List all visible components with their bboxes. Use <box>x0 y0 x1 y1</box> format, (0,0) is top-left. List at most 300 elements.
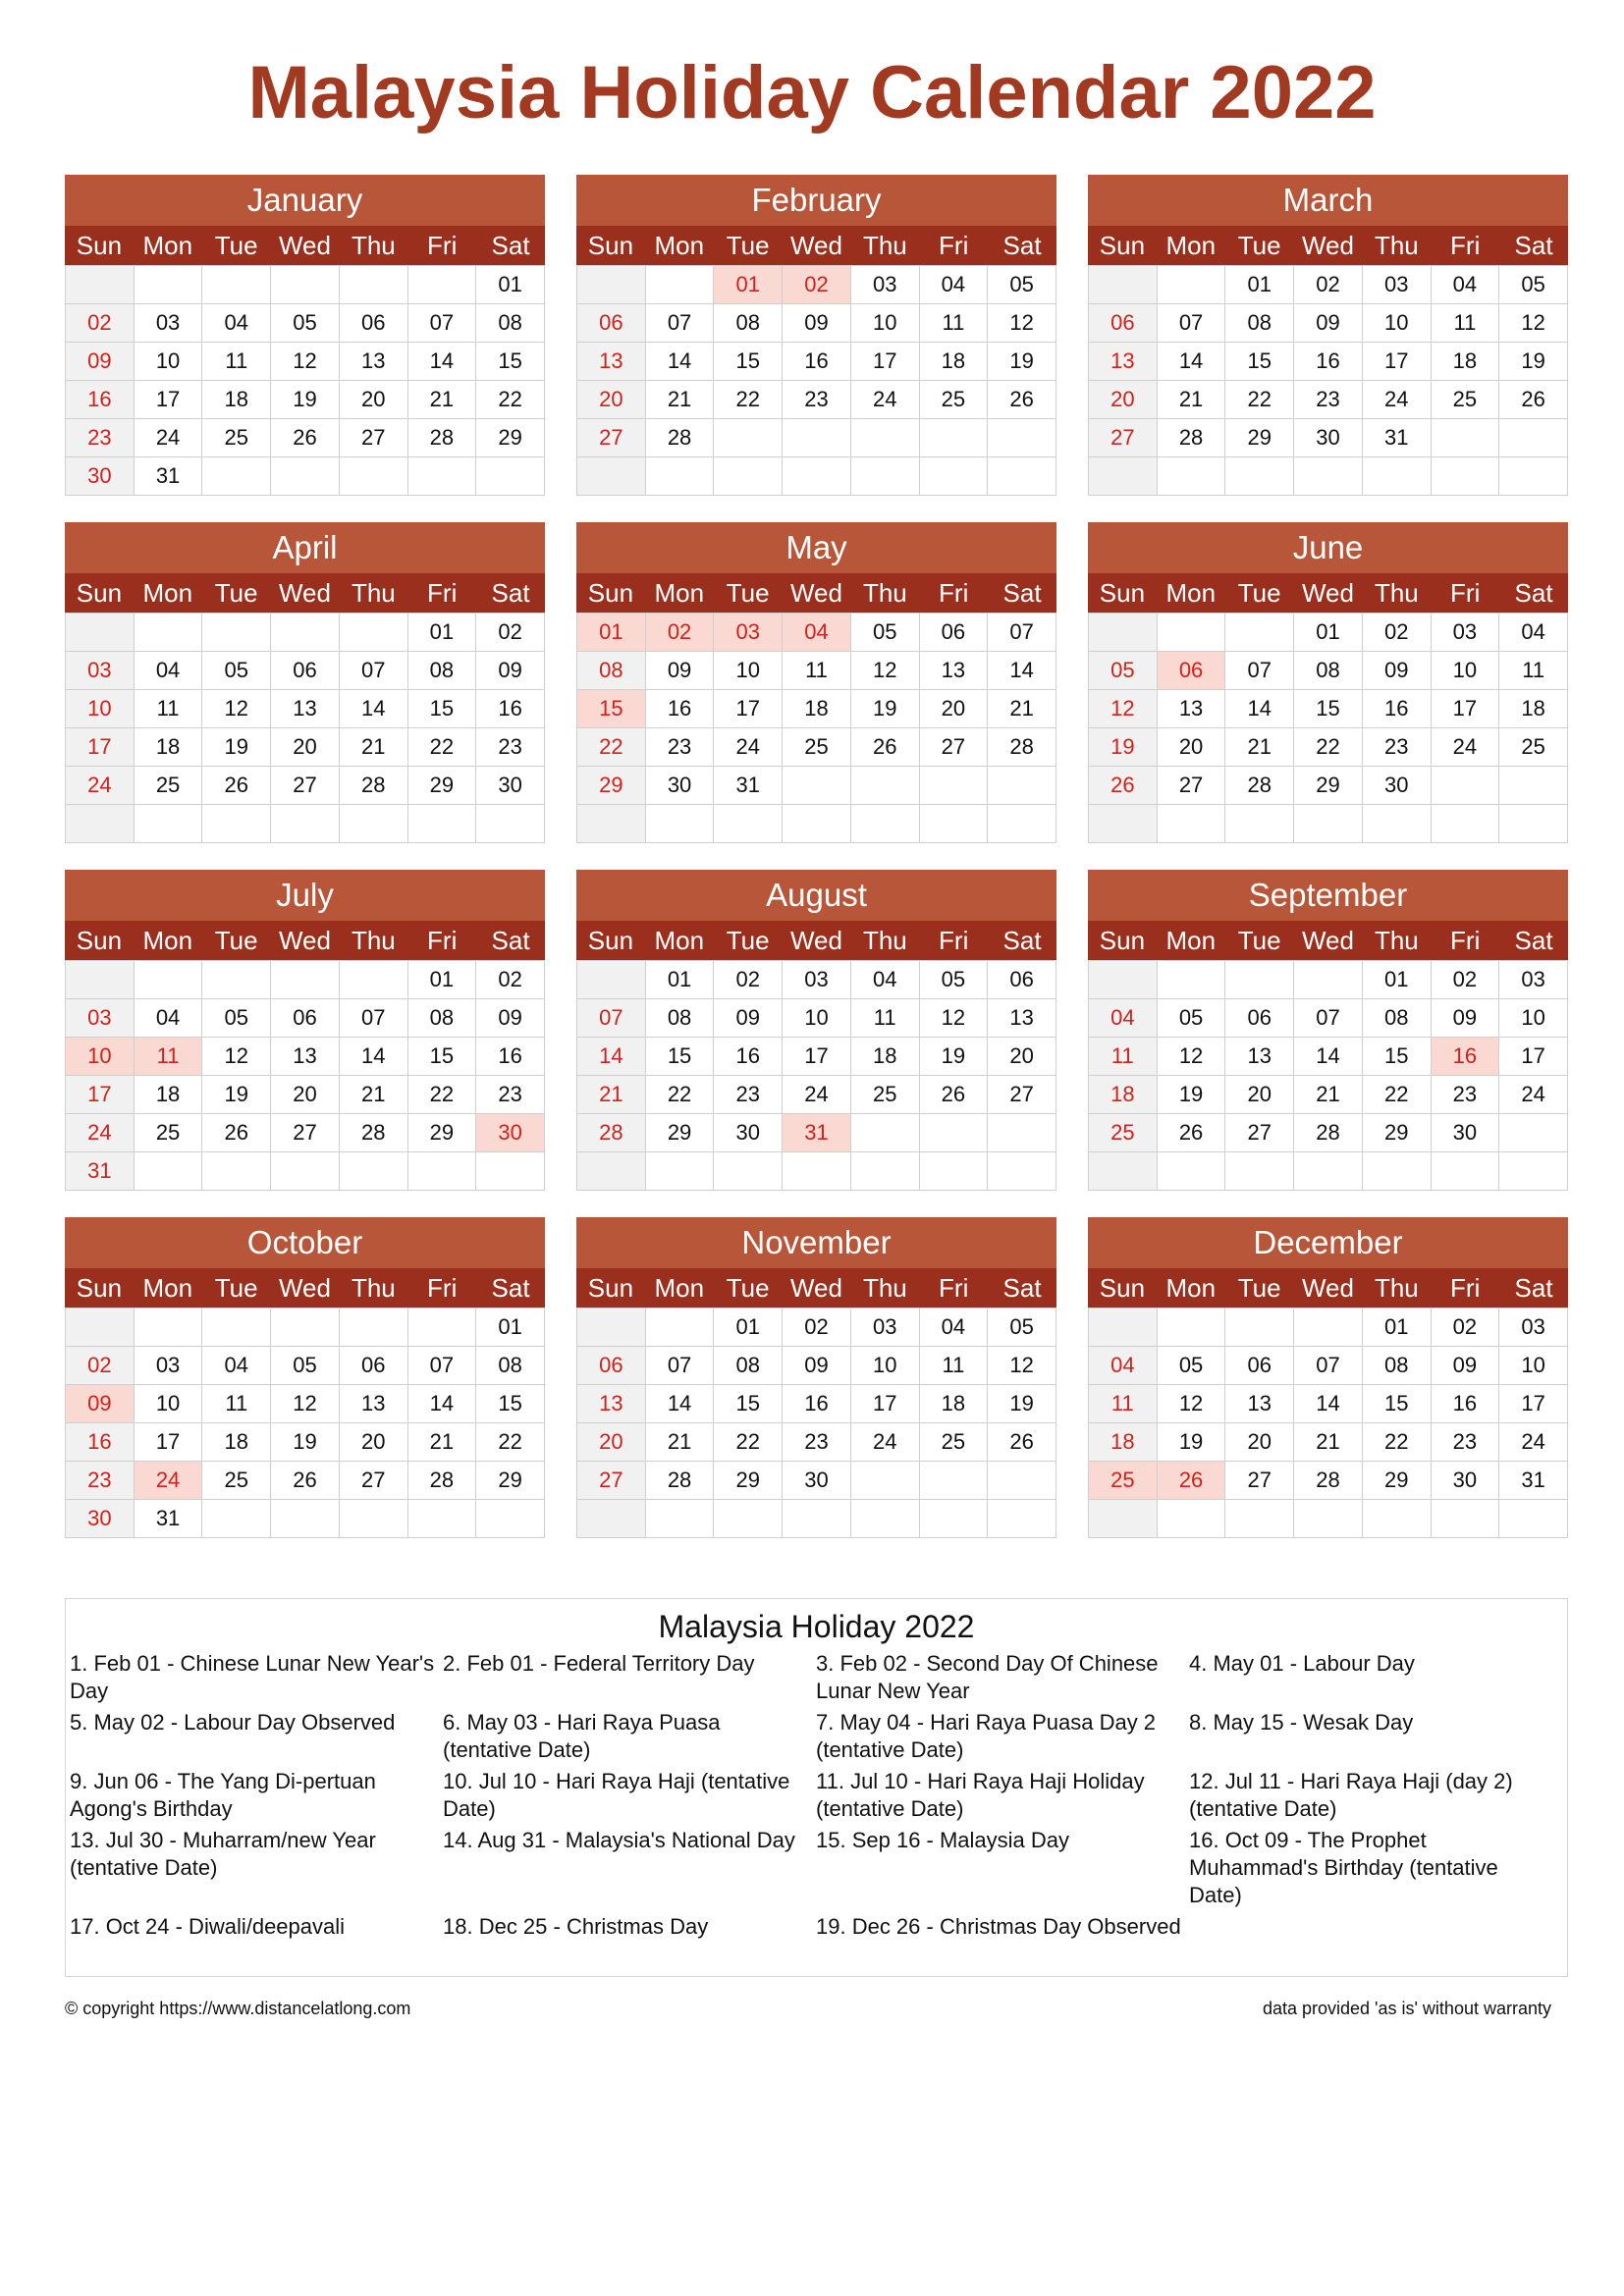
day-cell: 20 <box>920 690 989 728</box>
month-calendar <box>1088 175 1568 496</box>
month-calendar <box>1088 1217 1568 1538</box>
day-cell: 01 <box>408 614 477 652</box>
empty-day-cell <box>1225 1308 1294 1347</box>
day-cell: 20 <box>1089 381 1158 419</box>
empty-day-cell <box>1499 1114 1568 1152</box>
day-cell: 10 <box>783 999 851 1038</box>
day-cell: 08 <box>408 652 477 690</box>
empty-day-cell <box>1158 1308 1226 1347</box>
month-name: April <box>65 522 545 573</box>
day-cell: 01 <box>646 961 715 999</box>
day-cell: 20 <box>271 1076 340 1114</box>
day-cell: 31 <box>135 1500 203 1538</box>
empty-day-cell <box>1225 961 1294 999</box>
weekday-label: Mon <box>654 1273 705 1303</box>
empty-day-cell <box>340 805 408 843</box>
empty-day-cell <box>851 767 920 805</box>
day-cell: 25 <box>1089 1462 1158 1500</box>
empty-day-cell <box>577 266 646 304</box>
day-cell: 15 <box>476 1385 545 1423</box>
day-cell: 18 <box>783 690 851 728</box>
day-cell: 29 <box>1363 1114 1432 1152</box>
holiday-item: 9. Jun 06 - The Yang Di-pertuan Agong's Birthday <box>70 1769 376 1821</box>
day-cell: 16 <box>476 690 545 728</box>
day-cell: 23 <box>1432 1423 1500 1462</box>
day-cell: 12 <box>920 999 989 1038</box>
copyright-text: © copyright https://www.distancelatlong.com <box>65 1999 411 2018</box>
day-cell: 28 <box>646 419 715 457</box>
weekday-label: Sun <box>587 231 634 260</box>
day-cell: 04 <box>920 1308 989 1347</box>
day-cell: 25 <box>920 1423 989 1462</box>
empty-day-cell <box>1363 1500 1432 1538</box>
day-cell: 31 <box>1499 1462 1568 1500</box>
day-cell: 20 <box>577 381 646 419</box>
day-grid <box>576 613 1056 843</box>
weekday-label: Wed <box>1301 578 1354 608</box>
weekday-label: Sun <box>1099 231 1146 260</box>
day-cell: 26 <box>1158 1114 1226 1152</box>
day-cell: 19 <box>202 1076 271 1114</box>
day-cell: 18 <box>135 1076 203 1114</box>
empty-day-cell <box>783 1500 851 1538</box>
empty-day-cell <box>340 961 408 999</box>
empty-day-cell <box>783 805 851 843</box>
weekday-label: Sat <box>491 231 530 260</box>
day-cell: 20 <box>340 381 408 419</box>
day-cell: 23 <box>476 728 545 767</box>
day-grid <box>1088 265 1568 496</box>
day-cell: 01 <box>476 1308 545 1347</box>
day-grid <box>576 265 1056 496</box>
empty-day-cell <box>1432 805 1500 843</box>
empty-day-cell <box>1089 614 1158 652</box>
empty-day-cell <box>783 457 851 496</box>
day-cell: 04 <box>202 304 271 343</box>
weekday-label: Sat <box>491 1273 530 1303</box>
weekday-label: Sat <box>491 578 530 608</box>
holiday-item: 2. Feb 01 - Federal Territory Day <box>443 1651 755 1676</box>
holiday-item: 3. Feb 02 - Second Day Of Chinese Lunar New Year <box>816 1651 1159 1703</box>
day-cell: 22 <box>646 1076 715 1114</box>
empty-day-cell <box>851 1114 920 1152</box>
empty-day-cell <box>340 1308 408 1347</box>
empty-day-cell <box>920 1462 989 1500</box>
day-cell: 13 <box>988 999 1056 1038</box>
day-cell: 25 <box>1499 728 1568 767</box>
empty-day-cell <box>851 1152 920 1191</box>
day-cell: 17 <box>1499 1385 1568 1423</box>
day-cell: 08 <box>1225 304 1294 343</box>
day-cell: 09 <box>1363 652 1432 690</box>
day-cell: 08 <box>714 1347 783 1385</box>
empty-day-cell <box>1089 1308 1158 1347</box>
empty-day-cell <box>1158 805 1226 843</box>
empty-day-cell <box>920 1500 989 1538</box>
weekday-label: Fri <box>427 1273 458 1303</box>
day-cell: 01 <box>476 266 545 304</box>
day-cell: 23 <box>476 1076 545 1114</box>
empty-day-cell <box>66 266 135 304</box>
day-cell: 02 <box>1294 266 1363 304</box>
day-cell: 19 <box>1499 343 1568 381</box>
day-cell: 04 <box>202 1347 271 1385</box>
weekday-label: Thu <box>351 1273 396 1303</box>
day-cell: 10 <box>66 690 135 728</box>
day-cell: 05 <box>851 614 920 652</box>
day-cell: 16 <box>1294 343 1363 381</box>
day-cell: 09 <box>476 999 545 1038</box>
weekday-label: Thu <box>862 231 907 260</box>
day-cell: 13 <box>1089 343 1158 381</box>
day-cell: 28 <box>408 419 477 457</box>
holiday-item: 8. May 15 - Wesak Day <box>1189 1710 1414 1735</box>
holiday-item: 18. Dec 25 - Christmas Day <box>443 1914 709 1939</box>
weekday-label: Wed <box>789 1273 842 1303</box>
empty-day-cell <box>851 1462 920 1500</box>
day-cell: 03 <box>135 1347 203 1385</box>
day-cell: 23 <box>1363 728 1432 767</box>
holiday-list-title: Malaysia Holiday 2022 <box>658 1609 975 1644</box>
day-cell: 23 <box>1432 1076 1500 1114</box>
day-cell: 06 <box>271 999 340 1038</box>
weekday-label: Wed <box>1301 231 1354 260</box>
empty-day-cell <box>408 1152 477 1191</box>
empty-day-cell <box>202 1152 271 1191</box>
day-cell: 01 <box>408 961 477 999</box>
day-cell: 12 <box>202 690 271 728</box>
day-cell: 21 <box>1294 1423 1363 1462</box>
day-cell: 21 <box>340 1076 408 1114</box>
day-cell: 09 <box>714 999 783 1038</box>
day-cell: 06 <box>988 961 1056 999</box>
empty-day-cell <box>271 1308 340 1347</box>
day-cell: 27 <box>271 1114 340 1152</box>
empty-day-cell <box>577 805 646 843</box>
month-calendar <box>1088 522 1568 843</box>
month-name: January <box>65 175 545 226</box>
weekday-label: Wed <box>789 578 842 608</box>
empty-day-cell <box>271 961 340 999</box>
weekday-label: Sun <box>587 926 634 955</box>
month-calendar <box>576 522 1056 843</box>
day-cell: 21 <box>1225 728 1294 767</box>
empty-day-cell <box>1294 457 1363 496</box>
day-grid <box>65 1308 545 1538</box>
weekday-label: Fri <box>1450 231 1481 260</box>
day-cell: 13 <box>1225 1385 1294 1423</box>
day-cell: 11 <box>1499 652 1568 690</box>
empty-day-cell <box>340 266 408 304</box>
empty-day-cell <box>577 457 646 496</box>
day-cell: 30 <box>1294 419 1363 457</box>
weekday-label: Mon <box>1165 926 1217 955</box>
day-grid <box>576 1308 1056 1538</box>
weekday-header-row <box>576 1268 1056 1308</box>
page-title: Malaysia Holiday Calendar 2022 <box>247 51 1377 134</box>
weekday-label: Mon <box>142 231 193 260</box>
empty-day-cell <box>646 1308 715 1347</box>
empty-day-cell <box>988 1500 1056 1538</box>
day-cell: 18 <box>851 1038 920 1076</box>
month-name: November <box>576 1217 1056 1268</box>
weekday-label: Mon <box>1165 578 1217 608</box>
day-cell: 22 <box>714 381 783 419</box>
day-cell: 07 <box>408 304 477 343</box>
empty-day-cell <box>476 457 545 496</box>
month-name: July <box>65 870 545 921</box>
day-cell: 17 <box>66 1076 135 1114</box>
day-cell: 04 <box>1089 1347 1158 1385</box>
day-cell: 14 <box>408 343 477 381</box>
day-cell: 23 <box>783 381 851 419</box>
day-cell: 04 <box>783 614 851 652</box>
day-cell: 06 <box>577 1347 646 1385</box>
day-cell: 16 <box>66 1423 135 1462</box>
weekday-label: Sat <box>1002 578 1042 608</box>
day-cell: 10 <box>135 1385 203 1423</box>
day-cell: 23 <box>66 1462 135 1500</box>
day-cell: 26 <box>920 1076 989 1114</box>
weekday-label: Mon <box>654 231 705 260</box>
weekday-label: Sat <box>1002 926 1042 955</box>
holiday-item: 12. Jul 11 - Hari Raya Haji (day 2) (tentative Date) <box>1189 1769 1513 1821</box>
empty-day-cell <box>135 614 203 652</box>
empty-day-cell <box>714 805 783 843</box>
day-cell: 27 <box>577 1462 646 1500</box>
day-cell: 08 <box>476 1347 545 1385</box>
weekday-header-row <box>576 226 1056 265</box>
day-grid <box>65 613 545 843</box>
empty-day-cell <box>851 457 920 496</box>
day-cell: 29 <box>714 1462 783 1500</box>
weekday-header-row <box>1088 573 1568 613</box>
empty-day-cell <box>202 961 271 999</box>
day-cell: 15 <box>476 343 545 381</box>
empty-day-cell <box>202 805 271 843</box>
day-cell: 20 <box>988 1038 1056 1076</box>
day-cell: 20 <box>577 1423 646 1462</box>
weekday-label: Tue <box>1237 578 1281 608</box>
weekday-label: Fri <box>427 926 458 955</box>
weekday-label: Thu <box>862 1273 907 1303</box>
day-cell: 05 <box>271 304 340 343</box>
weekday-label: Mon <box>142 926 193 955</box>
weekday-header-row <box>1088 226 1568 265</box>
day-cell: 28 <box>340 767 408 805</box>
day-cell: 20 <box>1225 1076 1294 1114</box>
weekday-label: Fri <box>427 578 458 608</box>
day-cell: 12 <box>271 1385 340 1423</box>
day-cell: 17 <box>1363 343 1432 381</box>
day-cell: 14 <box>646 343 715 381</box>
empty-day-cell <box>1294 1308 1363 1347</box>
day-grid <box>65 960 545 1191</box>
weekday-label: Tue <box>1237 926 1281 955</box>
empty-day-cell <box>1089 457 1158 496</box>
day-cell: 15 <box>1363 1038 1432 1076</box>
empty-day-cell <box>1363 805 1432 843</box>
weekday-label: Fri <box>1450 926 1481 955</box>
empty-day-cell <box>1158 614 1226 652</box>
month-calendar <box>65 870 545 1191</box>
empty-day-cell <box>783 767 851 805</box>
holiday-item: 16. Oct 09 - The Prophet Muhammad's Birthday (tentative Date) <box>1189 1828 1498 1907</box>
day-cell: 22 <box>1363 1076 1432 1114</box>
day-cell: 10 <box>1432 652 1500 690</box>
day-cell: 21 <box>408 381 477 419</box>
day-cell: 18 <box>1432 343 1500 381</box>
day-cell: 01 <box>1363 1308 1432 1347</box>
empty-day-cell <box>408 457 477 496</box>
day-cell: 29 <box>646 1114 715 1152</box>
day-cell: 28 <box>340 1114 408 1152</box>
month-calendar <box>576 870 1056 1191</box>
day-cell: 10 <box>66 1038 135 1076</box>
month-calendar <box>65 175 545 496</box>
day-cell: 15 <box>646 1038 715 1076</box>
day-cell: 29 <box>476 1462 545 1500</box>
day-cell: 10 <box>1499 1347 1568 1385</box>
weekday-label: Fri <box>939 231 969 260</box>
empty-day-cell <box>646 805 715 843</box>
weekday-label: Mon <box>654 926 705 955</box>
day-cell: 24 <box>66 1114 135 1152</box>
day-cell: 02 <box>783 266 851 304</box>
day-cell: 22 <box>408 728 477 767</box>
day-cell: 14 <box>1294 1385 1363 1423</box>
empty-day-cell <box>1089 1500 1158 1538</box>
day-cell: 14 <box>1158 343 1226 381</box>
day-cell: 14 <box>646 1385 715 1423</box>
day-grid <box>1088 960 1568 1191</box>
day-cell: 09 <box>646 652 715 690</box>
holiday-item: 13. Jul 30 - Muharram/new Year (tentative Date) <box>70 1828 376 1880</box>
day-cell: 30 <box>1363 767 1432 805</box>
empty-day-cell <box>1432 767 1500 805</box>
empty-day-cell <box>1158 1500 1226 1538</box>
day-cell: 30 <box>476 767 545 805</box>
day-cell: 26 <box>988 1423 1056 1462</box>
weekday-label: Tue <box>726 1273 770 1303</box>
empty-day-cell <box>851 805 920 843</box>
weekday-label: Fri <box>939 1273 969 1303</box>
day-cell: 10 <box>851 304 920 343</box>
day-cell: 12 <box>851 652 920 690</box>
day-cell: 03 <box>714 614 783 652</box>
weekday-label: Sat <box>1514 578 1553 608</box>
holiday-list <box>70 1650 1562 1941</box>
month-name: May <box>576 522 1056 573</box>
day-cell: 28 <box>988 728 1056 767</box>
weekday-header-row <box>65 1268 545 1308</box>
empty-day-cell <box>135 961 203 999</box>
day-cell: 04 <box>135 999 203 1038</box>
day-cell: 22 <box>577 728 646 767</box>
day-cell: 01 <box>714 266 783 304</box>
empty-day-cell <box>1158 961 1226 999</box>
day-cell: 21 <box>988 690 1056 728</box>
day-cell: 27 <box>1225 1462 1294 1500</box>
weekday-label: Thu <box>351 231 396 260</box>
weekday-label: Wed <box>278 926 331 955</box>
weekday-label: Sun <box>1099 926 1146 955</box>
day-cell: 29 <box>1363 1462 1432 1500</box>
empty-day-cell <box>988 767 1056 805</box>
empty-day-cell <box>714 457 783 496</box>
day-cell: 24 <box>1363 381 1432 419</box>
empty-day-cell <box>714 1500 783 1538</box>
day-cell: 18 <box>1089 1423 1158 1462</box>
empty-day-cell <box>920 767 989 805</box>
weekday-label: Sat <box>491 926 530 955</box>
day-cell: 29 <box>1294 767 1363 805</box>
day-cell: 19 <box>988 1385 1056 1423</box>
empty-day-cell <box>408 1500 477 1538</box>
weekday-label: Tue <box>1237 231 1281 260</box>
empty-day-cell <box>271 805 340 843</box>
day-cell: 25 <box>920 381 989 419</box>
weekday-label: Wed <box>789 231 842 260</box>
day-cell: 21 <box>1158 381 1226 419</box>
day-cell: 08 <box>577 652 646 690</box>
day-cell: 13 <box>577 343 646 381</box>
day-cell: 24 <box>66 767 135 805</box>
weekday-label: Sun <box>1099 578 1146 608</box>
day-cell: 24 <box>1432 728 1500 767</box>
month-calendar <box>65 522 545 843</box>
day-cell: 28 <box>577 1114 646 1152</box>
day-cell: 29 <box>408 1114 477 1152</box>
day-cell: 02 <box>1363 614 1432 652</box>
day-cell: 22 <box>476 381 545 419</box>
day-cell: 13 <box>271 690 340 728</box>
empty-day-cell <box>1432 1152 1500 1191</box>
day-cell: 09 <box>66 343 135 381</box>
weekday-label: Tue <box>726 231 770 260</box>
day-cell: 12 <box>988 1347 1056 1385</box>
day-cell: 05 <box>1158 1347 1226 1385</box>
holiday-item: 17. Oct 24 - Diwali/deepavali <box>70 1914 346 1939</box>
day-cell: 30 <box>714 1114 783 1152</box>
day-cell: 03 <box>1499 1308 1568 1347</box>
empty-day-cell <box>66 805 135 843</box>
day-cell: 16 <box>1363 690 1432 728</box>
weekday-label: Sat <box>1002 231 1042 260</box>
empty-day-cell <box>920 1114 989 1152</box>
day-cell: 01 <box>1363 961 1432 999</box>
empty-day-cell <box>135 266 203 304</box>
empty-day-cell <box>476 1152 545 1191</box>
weekday-label: Mon <box>654 578 705 608</box>
day-cell: 12 <box>1158 1385 1226 1423</box>
day-cell: 06 <box>577 304 646 343</box>
day-cell: 07 <box>1294 999 1363 1038</box>
empty-day-cell <box>646 1500 715 1538</box>
empty-day-cell <box>202 1500 271 1538</box>
day-cell: 16 <box>783 343 851 381</box>
empty-day-cell <box>1158 266 1226 304</box>
day-cell: 25 <box>202 1462 271 1500</box>
empty-day-cell <box>783 1152 851 1191</box>
day-cell: 19 <box>1089 728 1158 767</box>
day-cell: 06 <box>271 652 340 690</box>
empty-day-cell <box>1225 1500 1294 1538</box>
day-grid <box>1088 1308 1568 1538</box>
day-cell: 06 <box>1158 652 1226 690</box>
empty-day-cell <box>714 1152 783 1191</box>
empty-day-cell <box>1225 614 1294 652</box>
